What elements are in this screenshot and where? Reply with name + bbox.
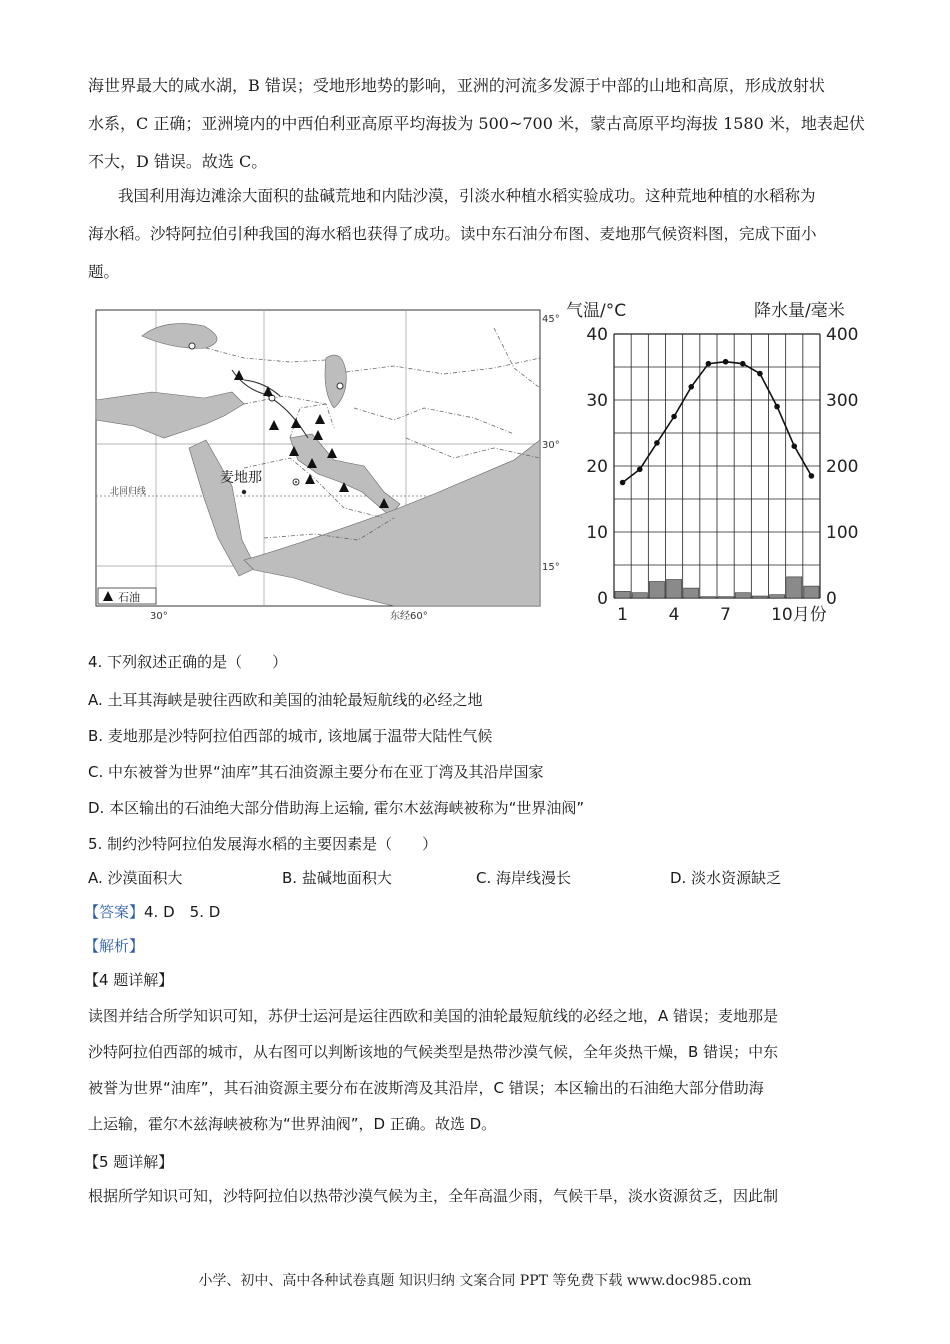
temperature-point bbox=[706, 361, 712, 367]
precip-bar bbox=[632, 593, 647, 598]
q4-option-a: A. 土耳其海峡是驶往西欧和美国的油轮最短航线的必经之地 bbox=[88, 691, 483, 709]
q5-option-b: B. 盐碱地面积大 bbox=[282, 869, 392, 887]
temperature-point bbox=[637, 467, 643, 473]
temperature-point bbox=[809, 473, 815, 479]
passage-line: 海水稻。沙特阿拉伯引种我国的海水稻也获得了成功。读中东石油分布图、麦地那气候资料图，完成下面小 bbox=[88, 225, 817, 243]
detail4-line: 被誉为世界“油库”，其石油资源主要分布在波斯湾及其沿岸，C 错误；本区输出的石油绝大部分借助海 bbox=[88, 1079, 764, 1097]
ytick-left: 10 bbox=[586, 523, 608, 543]
page-footer: 小学、初中、高中各种试卷真题 知识归纳 文案合同 PPT 等免费下载 www.doc985.com bbox=[198, 1273, 752, 1289]
lat-label-45: 45° bbox=[542, 314, 560, 325]
temperature-point bbox=[620, 480, 626, 486]
q5-option-d: D. 淡水资源缺乏 bbox=[670, 869, 782, 887]
ytick-right: 400 bbox=[826, 325, 859, 345]
temperature-point bbox=[671, 414, 677, 420]
legend-label: 石油 bbox=[118, 591, 140, 604]
detail4-line: 上运输，霍尔木兹海峡被称为“世界油阀”，D 正确。故选 D。 bbox=[88, 1115, 497, 1133]
precip-bar bbox=[701, 597, 716, 598]
passage-line: 我国利用海边滩涂大面积的盐碱荒地和内陆沙漠，引淡水种植水稻实验成功。这种荒地种植的水稻称为 bbox=[118, 187, 816, 205]
answer-text: 4. D 5. D bbox=[144, 903, 221, 921]
precip-bar bbox=[684, 588, 699, 598]
precip-bar bbox=[770, 595, 785, 598]
precip-bar bbox=[649, 582, 664, 599]
q4-option-c: C. 中东被誉为世界“油库”其石油资源主要分布在亚丁湾及其沿岸国家 bbox=[88, 763, 544, 781]
answer-tag: 【答案】 bbox=[84, 903, 145, 921]
xtick-label: 1 bbox=[617, 605, 628, 625]
lat-label-15: 15° bbox=[542, 562, 560, 573]
q4-option-b: B. 麦地那是沙特阿拉伯西部的城市, 该地属于温带大陆性气候 bbox=[88, 727, 493, 745]
xtick-label: 10月份 bbox=[771, 605, 827, 625]
temperature-point bbox=[723, 359, 729, 365]
temperature-point bbox=[740, 361, 746, 367]
precip-bar bbox=[718, 597, 733, 598]
lon-label-60: 东经60° bbox=[390, 611, 428, 622]
precip-bar bbox=[735, 593, 750, 598]
intro-line: 水系，C 正确；亚洲境内的中西伯利亚高原平均海拔为 500~700 米，蒙古高原平均海拔 1580 米，地表起伏 bbox=[88, 114, 865, 133]
medina-climate-chart bbox=[562, 296, 862, 628]
xtick-label: 7 bbox=[720, 605, 731, 625]
precip-bar bbox=[752, 596, 767, 598]
temperature-point bbox=[774, 404, 780, 410]
precip-bar bbox=[615, 591, 630, 598]
precip-bar bbox=[804, 586, 819, 598]
ytick-left: 40 bbox=[586, 325, 608, 345]
precip-bar bbox=[667, 580, 682, 598]
analysis-tag: 【解析】 bbox=[84, 937, 145, 955]
detail4-line: 读图并结合所学知识可知，苏伊士运河是运往西欧和美国的油轮最短航线的必经之地，A 错误；麦地那是 bbox=[88, 1007, 779, 1025]
precip-bar bbox=[787, 577, 802, 598]
q5-option-c: C. 海岸线漫长 bbox=[476, 869, 572, 887]
ytick-right: 300 bbox=[826, 391, 859, 411]
lat-label-30: 30° bbox=[542, 440, 560, 451]
xtick-label: 4 bbox=[668, 605, 680, 625]
answer-line bbox=[84, 902, 220, 922]
detail4-tag: 【4 题详解】 bbox=[84, 971, 174, 989]
ylabel-left: 气温/°C bbox=[566, 301, 627, 321]
ytick-left: 20 bbox=[586, 457, 608, 477]
ytick-left: 30 bbox=[586, 391, 608, 411]
temperature-point bbox=[791, 443, 797, 449]
detail5-line: 根据所学知识可知，沙特阿拉伯以热带沙漠气候为主，全年高温少雨，气候干旱，淡水资源贫乏，因此制 bbox=[88, 1187, 779, 1205]
ylabel-right: 降水量/毫米 bbox=[754, 301, 845, 321]
ytick-right: 100 bbox=[826, 523, 859, 543]
detail5-tag: 【5 题详解】 bbox=[84, 1153, 174, 1171]
temperature-point bbox=[757, 371, 763, 377]
passage-line: 题。 bbox=[88, 263, 120, 281]
q4-option-d: D. 本区输出的石油绝大部分借助海上运输, 霍尔木兹海峡被称为“世界油阀” bbox=[88, 799, 585, 817]
question-4: 4. 下列叙述正确的是（ ） bbox=[88, 653, 288, 671]
intro-line: 不大，D 错误。故选 C。 bbox=[88, 152, 268, 171]
q5-option-a: A. 沙漠面积大 bbox=[88, 869, 183, 887]
detail4-line: 沙特阿拉伯西部的城市，从右图可以判断该地的气候类型是热带沙漠气候，全年炎热干燥，B 错误；中东 bbox=[88, 1043, 779, 1061]
intro-line: 海世界最大的咸水湖，B 错误；受地形地势的影响，亚洲的河流多发源于中部的山地和高原，形成放射状 bbox=[88, 76, 825, 95]
temperature-point bbox=[688, 384, 694, 390]
middle-east-oil-map bbox=[94, 308, 564, 628]
question-5: 5. 制约沙特阿拉伯发展海水稻的主要因素是（ ） bbox=[88, 835, 438, 853]
tropic-label: 北回归线 bbox=[110, 487, 147, 497]
ytick-right: 200 bbox=[826, 457, 859, 477]
lon-label-30: 30° bbox=[150, 611, 168, 622]
temperature-point bbox=[654, 440, 660, 446]
ytick-right: 0 bbox=[826, 589, 837, 609]
city-label: 麦地那 bbox=[220, 470, 262, 486]
ytick-left: 0 bbox=[597, 589, 608, 609]
